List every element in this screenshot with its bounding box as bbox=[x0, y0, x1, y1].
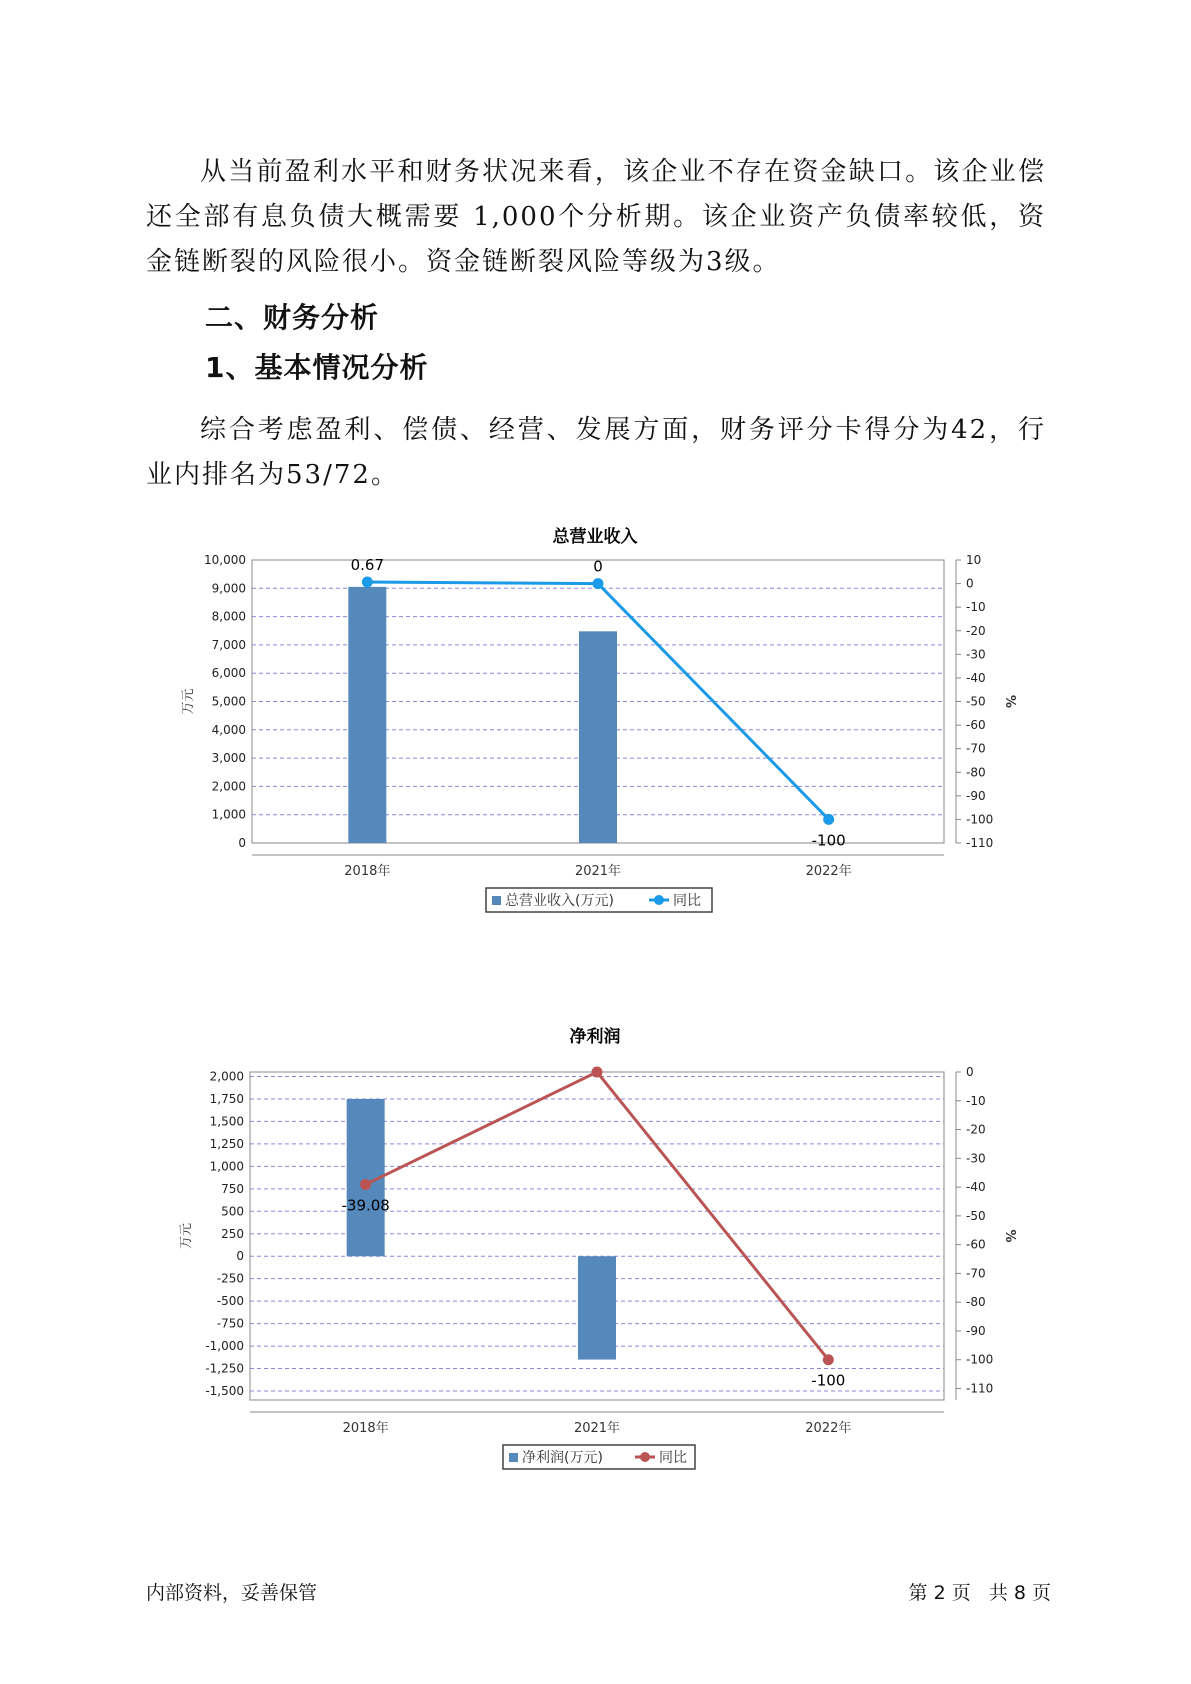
line-point bbox=[592, 1067, 603, 1078]
legend-bar-label: 总营业收入(万元) bbox=[505, 893, 614, 909]
y-axis-label-right: % bbox=[1002, 694, 1017, 709]
chart-title: 总营业收入 bbox=[552, 527, 638, 547]
bar bbox=[579, 631, 617, 843]
y-tick-label-right: -80 bbox=[966, 765, 986, 780]
y-tick-label-left: -500 bbox=[216, 1294, 244, 1309]
legend-bar-label: 净利润(万元) bbox=[522, 1450, 603, 1466]
y-tick-label-left: -1,500 bbox=[205, 1384, 244, 1399]
line-point bbox=[823, 1354, 834, 1365]
paragraph-funding-gap: 从当前盈利水平和财务状况来看，该企业不存在资金缺口。该企业偿还全部有息负债大概需要 1,000个分析期。该企业资产负债率较低，资金链断裂的风险很小。资金链断裂风险等级为3级。 bbox=[146, 157, 1046, 277]
legend-line-marker bbox=[640, 1452, 650, 1462]
y-tick-label-left: 10,000 bbox=[204, 553, 246, 567]
y-tick-label-left: 0 bbox=[238, 836, 246, 850]
heading-basic-analysis: 1、基本情况分析 bbox=[205, 351, 429, 384]
y-tick-label-right: -100 bbox=[966, 1352, 994, 1367]
y-tick-label-left: 2,000 bbox=[209, 1069, 244, 1084]
y-tick-label-left: 5,000 bbox=[211, 694, 246, 709]
y-tick-label-left: 250 bbox=[221, 1226, 244, 1241]
y-tick-label-right: -40 bbox=[966, 1180, 986, 1195]
footer-page-number: 第 2 页 共 8 页 bbox=[908, 1582, 1051, 1604]
data-label: -39.08 bbox=[341, 1196, 390, 1215]
y-axis-label-left: 万元 bbox=[181, 688, 196, 715]
paragraph-scorecard: 综合考虑盈利、偿债、经营、发展方面，财务评分卡得分为42，行业内排名为53/72。 bbox=[146, 415, 1046, 490]
y-tick-label-left: 750 bbox=[221, 1181, 244, 1196]
y-tick-label-left: -1,250 bbox=[205, 1361, 244, 1376]
y-axis-label-right: % bbox=[1002, 1229, 1017, 1243]
y-tick-label-right: -70 bbox=[966, 741, 986, 756]
legend-line-marker bbox=[654, 895, 664, 905]
net-profit-chart bbox=[0, 1020, 1191, 1480]
y-tick-label-right: -90 bbox=[966, 788, 986, 803]
x-tick-label: 2021年 bbox=[574, 864, 622, 879]
x-tick-label: 2022年 bbox=[805, 1421, 852, 1436]
y-tick-label-right: -60 bbox=[966, 718, 986, 733]
y-tick-label-left: 1,750 bbox=[209, 1091, 244, 1106]
data-label: -100 bbox=[811, 1371, 846, 1390]
y-tick-label-right: -110 bbox=[966, 836, 994, 850]
y-tick-label-right: -50 bbox=[966, 694, 986, 709]
y-tick-label-left: 1,250 bbox=[209, 1136, 244, 1151]
y-tick-label-right: -100 bbox=[966, 812, 994, 827]
y-tick-label-right: -70 bbox=[966, 1266, 986, 1281]
footer-confidential: 内部资料，妥善保管 bbox=[146, 1582, 318, 1604]
revenue-chart bbox=[0, 520, 1191, 980]
y-tick-label-left: -750 bbox=[216, 1316, 244, 1331]
y-tick-label-left: 3,000 bbox=[211, 751, 246, 766]
y-tick-label-left: 1,500 bbox=[209, 1114, 244, 1129]
y-tick-label-right: -110 bbox=[966, 1381, 994, 1396]
x-tick-label: 2018年 bbox=[342, 1421, 389, 1436]
y-tick-label-left: 4,000 bbox=[211, 722, 246, 737]
bar bbox=[578, 1256, 616, 1359]
line-point bbox=[823, 814, 834, 825]
y-tick-label-left: -250 bbox=[216, 1271, 244, 1286]
data-label: 0.67 bbox=[350, 556, 385, 575]
y-tick-label-right: 10 bbox=[966, 553, 982, 567]
y-tick-label-left: 6,000 bbox=[211, 666, 246, 681]
y-tick-label-right: -90 bbox=[966, 1323, 986, 1338]
y-tick-label-right: -20 bbox=[966, 623, 986, 638]
line-point bbox=[593, 578, 604, 589]
y-tick-label-left: 1,000 bbox=[209, 1159, 244, 1174]
line-point bbox=[362, 577, 373, 588]
heading-financial-analysis: 二、财务分析 bbox=[205, 301, 380, 334]
y-tick-label-left: 9,000 bbox=[211, 581, 246, 596]
legend-line-label: 同比 bbox=[659, 1450, 687, 1466]
bar bbox=[348, 587, 386, 843]
y-tick-label-right: -20 bbox=[966, 1122, 986, 1137]
y-tick-label-left: 2,000 bbox=[211, 779, 246, 794]
y-tick-label-right: 0 bbox=[966, 576, 974, 591]
legend-bar-swatch bbox=[492, 896, 501, 905]
chart-title: 净利润 bbox=[569, 1027, 621, 1047]
y-tick-label-left: -1,000 bbox=[205, 1339, 244, 1354]
y-tick-label-right: -80 bbox=[966, 1295, 986, 1310]
y-tick-label-right: 0 bbox=[966, 1065, 974, 1079]
y-tick-label-right: -40 bbox=[966, 670, 986, 685]
y-tick-label-right: -10 bbox=[966, 1093, 986, 1108]
y-tick-label-right: -30 bbox=[966, 1151, 986, 1166]
y-tick-label-left: 1,000 bbox=[211, 807, 246, 822]
data-label: 0 bbox=[593, 557, 603, 576]
y-tick-label-left: 0 bbox=[236, 1249, 244, 1264]
x-tick-label: 2021年 bbox=[573, 1421, 621, 1436]
y-tick-label-right: -50 bbox=[966, 1208, 986, 1223]
y-tick-label-left: 500 bbox=[221, 1204, 244, 1219]
y-tick-label-right: -30 bbox=[966, 647, 986, 662]
data-label: -100 bbox=[811, 831, 846, 850]
y-axis-label-left: 万元 bbox=[179, 1222, 194, 1250]
y-tick-label-left: 8,000 bbox=[211, 609, 246, 624]
legend-bar-swatch bbox=[509, 1453, 518, 1462]
y-tick-label-right: -10 bbox=[966, 600, 986, 615]
x-tick-label: 2018年 bbox=[344, 864, 391, 879]
y-tick-label-left: 7,000 bbox=[211, 637, 246, 652]
legend-line-label: 同比 bbox=[673, 893, 701, 909]
x-tick-label: 2022年 bbox=[805, 864, 852, 879]
line-point bbox=[360, 1179, 371, 1190]
y-tick-label-right: -60 bbox=[966, 1237, 986, 1252]
